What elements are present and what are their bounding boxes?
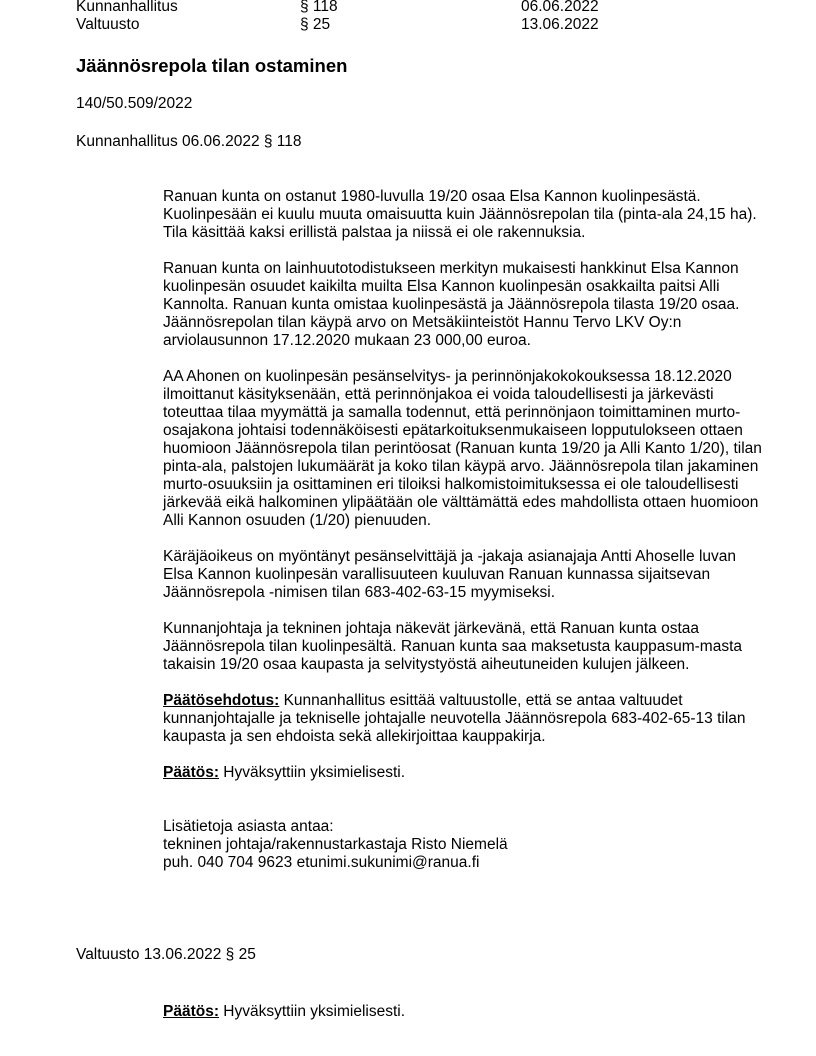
decision-meeting1: [163, 764, 763, 782]
decision-label: Päätös:: [163, 1003, 219, 1020]
header-row-valtuusto: [76, 16, 776, 34]
proposal-label: Päätösehdotus:: [163, 692, 280, 709]
meeting2-body: [163, 1003, 763, 1039]
contact-title: tekninen johtaja/rakennustarkastaja Risto Niemelä: [163, 836, 508, 853]
paragraph-estate-division: AA Ahonen on kuolinpesän pesänselvitys- ja perinnönjakokokouksessa 18.12.2020 ilmoittanut käsityksenään, että perinnönjakoa ei voida taloudellisesti ja järkevästi toteuttaa tilaa myymättä ja samalla todennut, että perinnönjaon toimittaminen murto-osajakona johtaisi todennäköisesti epätarkoituksenmukaiseen lopputulokseen ottaen huomioon Jäännösrepola tilan perintöosat (Ranuan kunta 19/20 ja Alli Kanto 1/20), tilan pinta-ala, palstojen lukumäärät ja koko tilan käypä arvo. Jäännösrepola tilan jakaminen murto-osuuksiin ja osittaminen eri tiloiksi halkomistoimituksessa ei ole taloudellisesti järkevää eikä halkominen ylipäätään ole välttämättä edes mahdollista ottaen huomioon Alli Kannon osuuden (1/20) pienuuden.: [163, 368, 762, 529]
decision-label: Päätös:: [163, 764, 219, 781]
contact-heading: Lisätietoja asiasta antaa:: [163, 818, 334, 835]
header-body: Valtuusto: [76, 16, 140, 33]
contact-phone: puh. 040 704 9623 etunimi.sukunimi@ranua.fi: [163, 854, 480, 871]
meeting2-heading: Valtuusto 13.06.2022 § 25: [76, 946, 256, 963]
header-date: 13.06.2022: [521, 16, 599, 33]
paragraph-court-permit: Käräjäoikeus on myöntänyt pesänselvittäjä ja -jakaja asianajaja Antti Ahoselle luvan Elsa Kannon kuolinpesän varallisuuteen kuuluvan Ranuan kunnassa sijaitsevan Jäännösrepola -nimisen tilan 683-402-63-15 myymiseksi.: [163, 548, 736, 601]
decision-text: Hyväksyttiin yksimielisesti.: [219, 1003, 406, 1020]
decision-meeting2: [163, 1003, 763, 1021]
meeting1-heading: Kunnanhallitus 06.06.2022 § 118: [76, 133, 302, 150]
meeting1-body: [163, 188, 763, 890]
header-section: § 25: [300, 16, 331, 33]
header-date: 06.06.2022: [521, 0, 599, 15]
contact-info: [163, 818, 763, 872]
page-title: Jäännösrepola tilan ostaminen: [76, 55, 348, 76]
decision-text: Hyväksyttiin yksimielisesti.: [219, 764, 406, 781]
paragraph-purchase: Ranuan kunta on ostanut 1980-luvulla 19/20 osaa Elsa Kannon kuolinpesästä. Kuolinpesään ei kuulu muuta omaisuutta kuin Jäännösrepolan tila (pinta-ala 24,15 ha). Tila käsittää kaksi erillistä palstaa ja niissä ei ole rakennuksia.: [163, 188, 757, 241]
proposal-text: Kunnanhallitus esittää valtuustolle, että se antaa valtuudet kunnanjohtajalle ja tekniselle johtajalle neuvotella Jäännösrepola 683-402-65-13 tilan kaupasta ja sen ehdoista sekä allekirjoittaa kauppakirja.: [163, 692, 746, 745]
header-section: § 118: [300, 0, 338, 15]
record-number: 140/50.509/2022: [76, 95, 193, 112]
header-row-kunnanhallitus: [76, 0, 776, 16]
decision-proposal: [163, 692, 763, 746]
paragraph-ownership: Ranuan kunta on lainhuutotodistukseen merkityn mukaisesti hankkinut Elsa Kannon kuolinpesän osuudet kaikilta muilta Elsa Kannon kuolinpesän osakkailta paitsi Alli Kannolta. Ranuan kunta omistaa kuolinpesästä ja Jäännösrepola tilasta 19/20 osaa. Jäännösrepolan tilan käypä arvo on Metsäkiinteistöt Hannu Tervo LKV Oy:n arviolausunnon 17.12.2020 mukaan 23 000,00 euroa.: [163, 260, 740, 349]
paragraph-recommendation: Kunnanjohtaja ja tekninen johtaja näkevät järkevänä, että Ranuan kunta ostaa Jäännösrepola tilan kuolinpesältä. Ranuan kunta saa maksetusta kauppasum-masta takaisin 19/20 osaa kaupasta ja selvitystyöstä aiheutuneiden kulujen jälkeen.: [163, 620, 743, 673]
header-body: Kunnanhallitus: [76, 0, 178, 15]
